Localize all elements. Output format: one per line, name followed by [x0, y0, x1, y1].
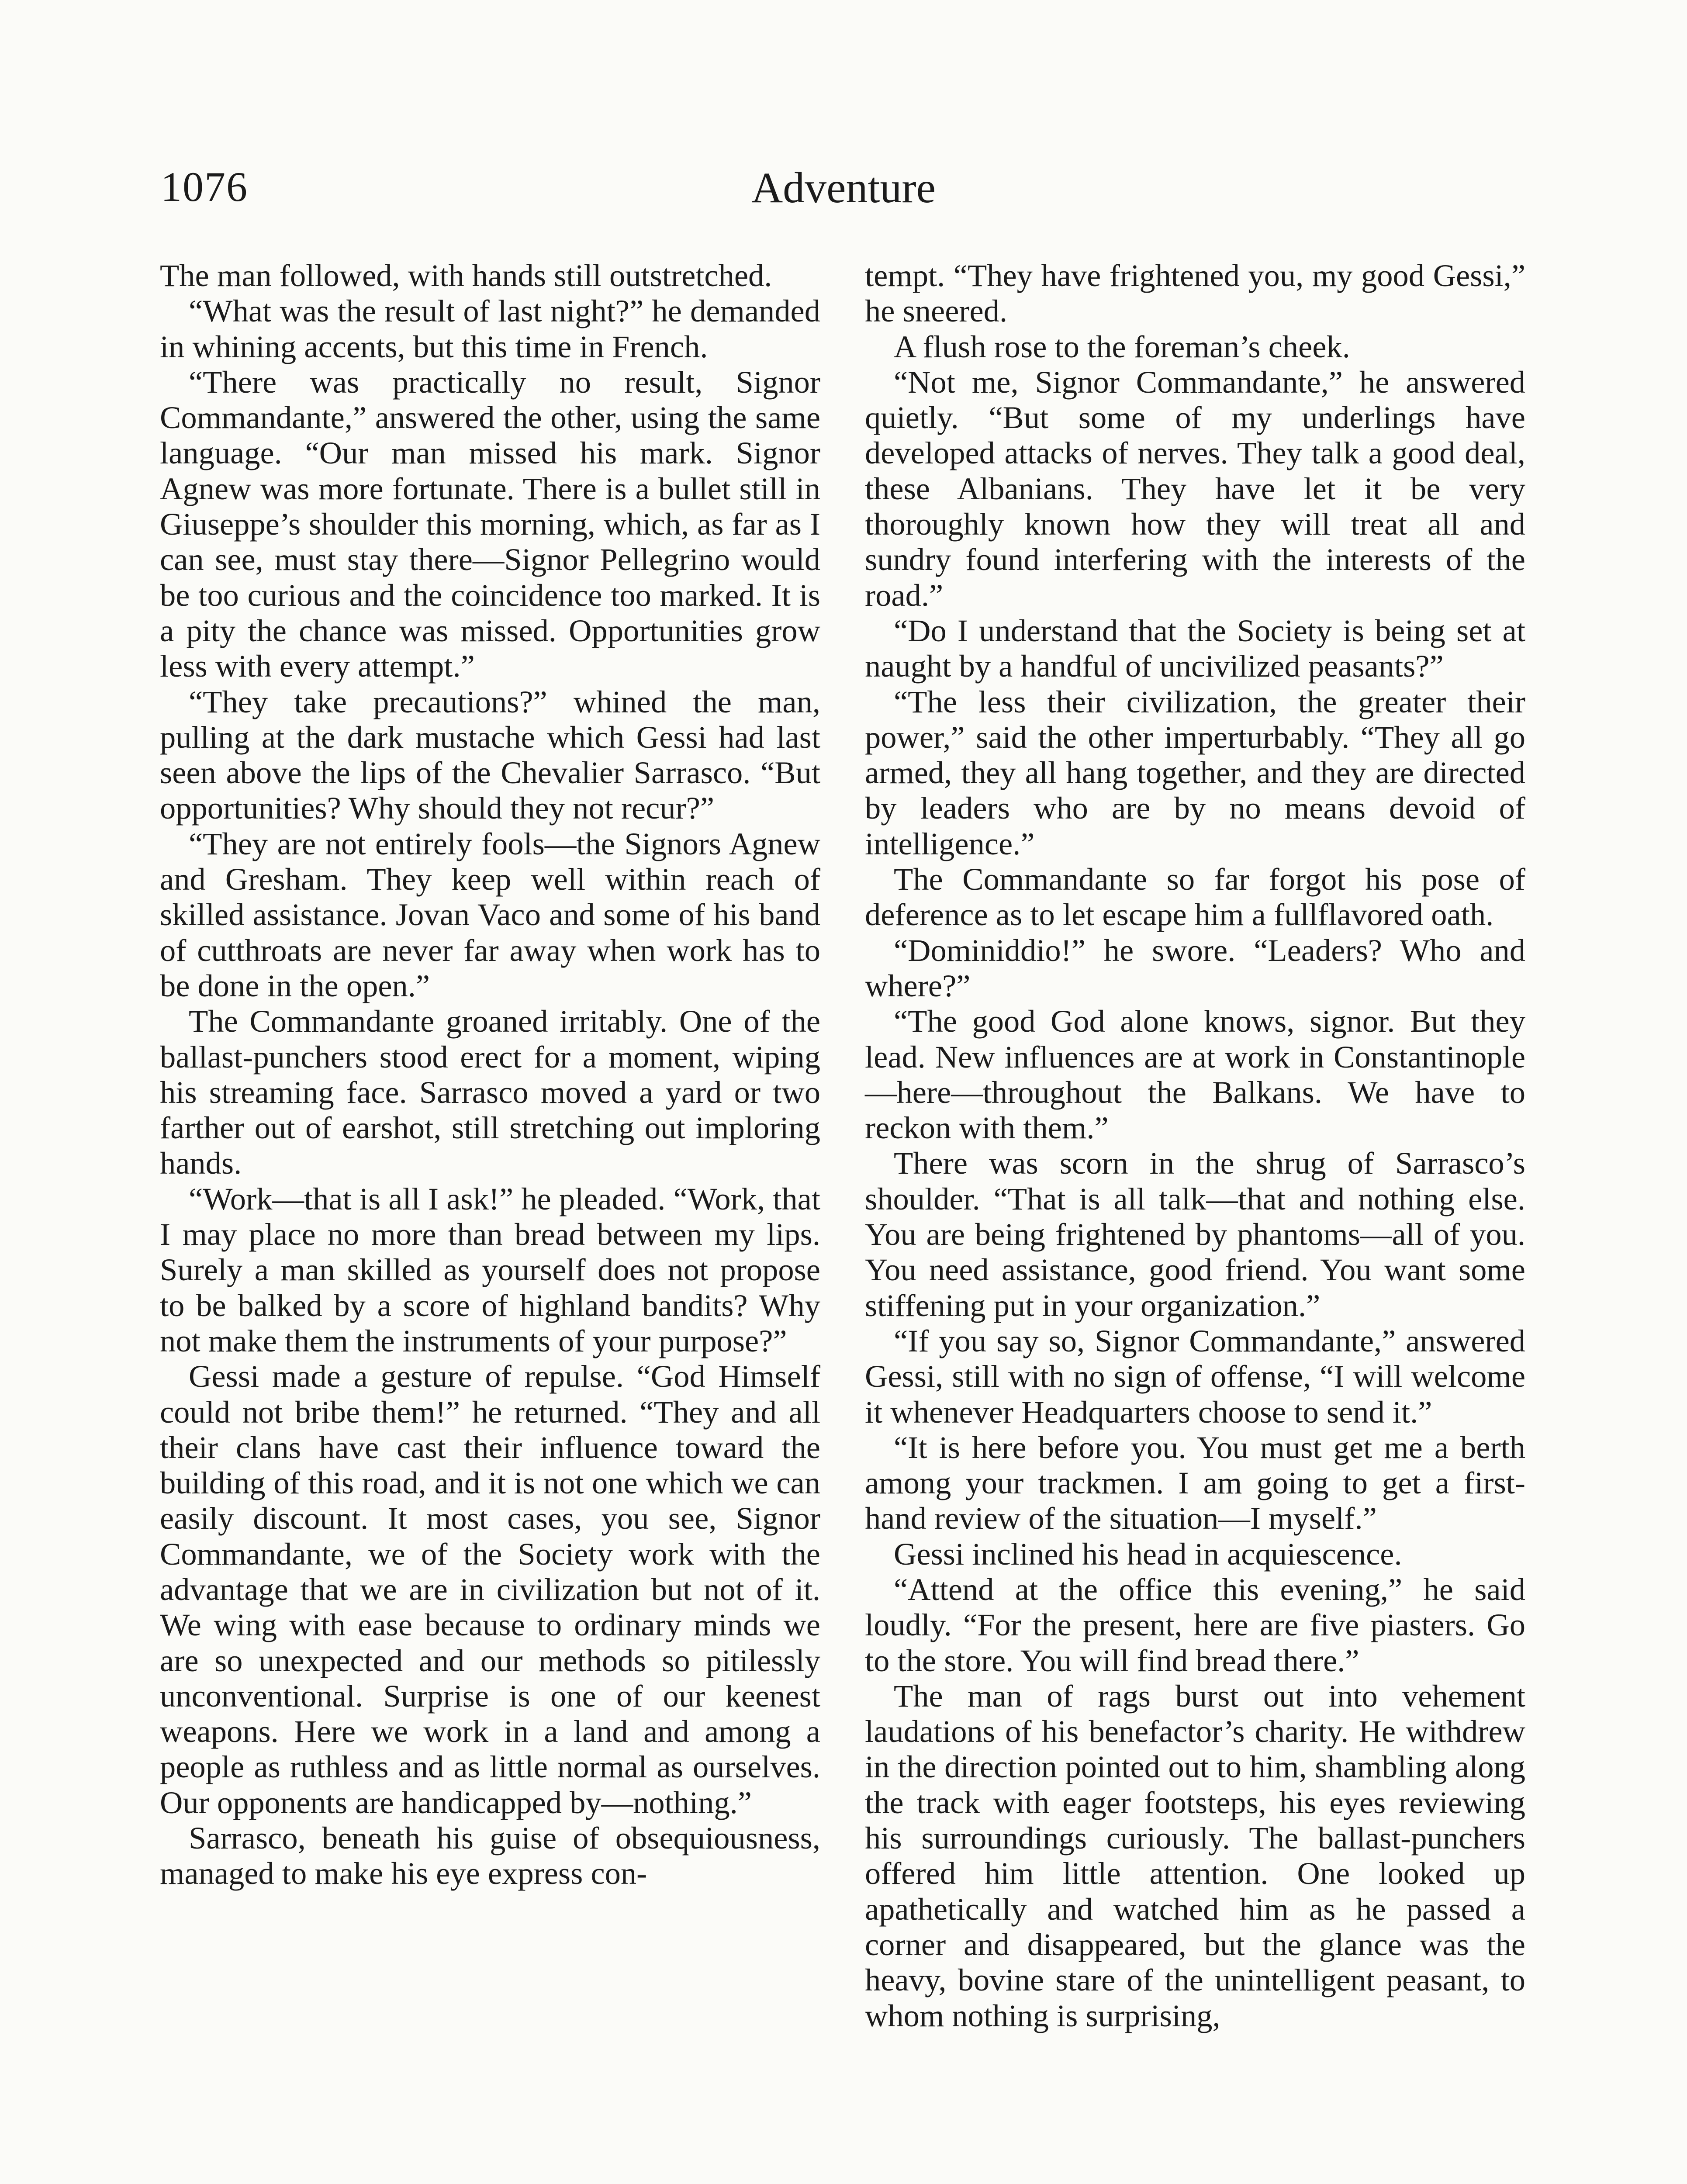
paragraph: “Work—that is all I ask!” he pleaded. “Work, that I may place no more than bread between my lips. Surely a man skilled as yourself does not propose to be balked by a score of highland bandits? Why not make them the instruments of your purpose?” [160, 1181, 820, 1358]
paragraph: Gessi made a gesture of repulse. “God Himself could not bribe them!” he returned. “They and all their clans have cast their influence toward the building of this road, and it is not one which we can easily discount. It most cases, you see, Signor Commandante, we of the Society work with the advantage that we are in civilization but not of it. We wing with ease because to ordinary minds we are so unexpected and our methods so pitilessly unconventional. Surprise is one of our keenest weapons. Here we work in a land and among a people as ruthless and as little normal as ourselves. Our opponents are handicapped by—nothing.” [160, 1358, 820, 1820]
paragraph: “What was the result of last night?” he demanded in whining accents, but this time in French. [160, 293, 820, 364]
paragraph: “Not me, Signor Commandante,” he answered quietly. “But some of my underlings have developed attacks of nerves. They talk a good deal, these Albanians. They have let it be very thoroughly known how they will treat all and sundry found interfering with the interests of the road.” [865, 364, 1525, 613]
paragraph: “Attend at the office this evening,” he said loudly. “For the present, here are five piasters. Go to the store. You will find bread there.” [865, 1571, 1525, 1678]
running-title: Adventure [751, 163, 936, 212]
paragraph: The Commandante groaned irritably. One of the ballast-punchers stood erect for a moment, wiping his streaming face. Sarrasco moved a yard or two farther out of earshot, still stretching out imploring hands. [160, 1003, 820, 1181]
paragraph: “It is here before you. You must get me a berth among your trackmen. I am going to get a first-hand review of the situation—I myself.” [865, 1429, 1525, 1536]
paragraph: “The good God alone knows, signor. But they lead. New influences are at work in Constantinople—here—throughout the Balkans. We have to reckon with them.” [865, 1003, 1525, 1146]
paragraph: “If you say so, Signor Commandante,” answered Gessi, still with no sign of offense, “I will welcome it whenever Headquarters choose to send it.” [865, 1323, 1525, 1430]
paragraph: A flush rose to the foreman’s cheek. [894, 328, 1350, 364]
paragraph: “They are not entirely fools—the Signors Agnew and Gresham. They keep well within reach of skilled assistance. Jovan Vaco and some of his band of cutthroats are never far away when work has to be done in the open.” [160, 826, 820, 1003]
paragraph: The Commandante so far forgot his pose of deference as to let escape him a fullflavored oath. [865, 861, 1525, 933]
paragraph: There was scorn in the shrug of Sarrasco’s shoulder. “That is all talk—that and nothing else. You are being frightened by phantoms—all of you. You need assistance, good friend. You want some stiffening put in your organization.” [865, 1145, 1525, 1323]
right-text-column [865, 258, 1525, 2033]
left-text-column [160, 258, 820, 1891]
paragraph: “They take precautions?” whined the man, pulling at the dark mustache which Gessi had last seen above the lips of the Chevalier Sarrasco. “But opportunities? Why should they not recur?” [160, 684, 820, 826]
page-number: 1076 [161, 163, 248, 210]
paragraph: The man of rags burst out into vehement laudations of his benefactor’s charity. He withdrew in the direction pointed out to him, shambling along the track with eager footsteps, his eyes reviewing his surroundings curiously. The ballast-punchers offered him little attention. One looked up apathetically and watched him as he passed a corner and disappeared, but the glance was the heavy, bovine stare of the unintelligent peasant, to whom nothing is surprising, [865, 1678, 1525, 2033]
paragraph: Sarrasco, beneath his guise of obsequiousness, managed to make his eye express con- [160, 1820, 820, 1891]
paragraph: “Dominiddio!” he swore. “Leaders? Who and where?” [865, 932, 1525, 1003]
paragraph: The man followed, with hands still outstretched. [160, 258, 772, 293]
paragraph: tempt. “They have frightened you, my good Gessi,” he sneered. [865, 258, 1525, 329]
paragraph: “There was practically no result, Signor Commandante,” answered the other, using the same language. “Our man missed his mark. Signor Agnew was more fortunate. There is a bullet still in Giuseppe’s shoulder this morning, which, as far as I can see, must stay there—Signor Pellegrino would be too curious and the coincidence too marked. It is a pity the chance was missed. Opportunities grow less with every attempt.” [160, 364, 820, 684]
paragraph: “Do I understand that the Society is being set at naught by a handful of uncivilized peasants?” [865, 612, 1525, 684]
paragraph: “The less their civilization, the greater their power,” said the other imperturbably. “They all go armed, they all hang together, and they are directed by leaders who are by no means devoid of intelligence.” [865, 684, 1525, 861]
paragraph: Gessi inclined his head in acquiescence. [894, 1536, 1402, 1572]
